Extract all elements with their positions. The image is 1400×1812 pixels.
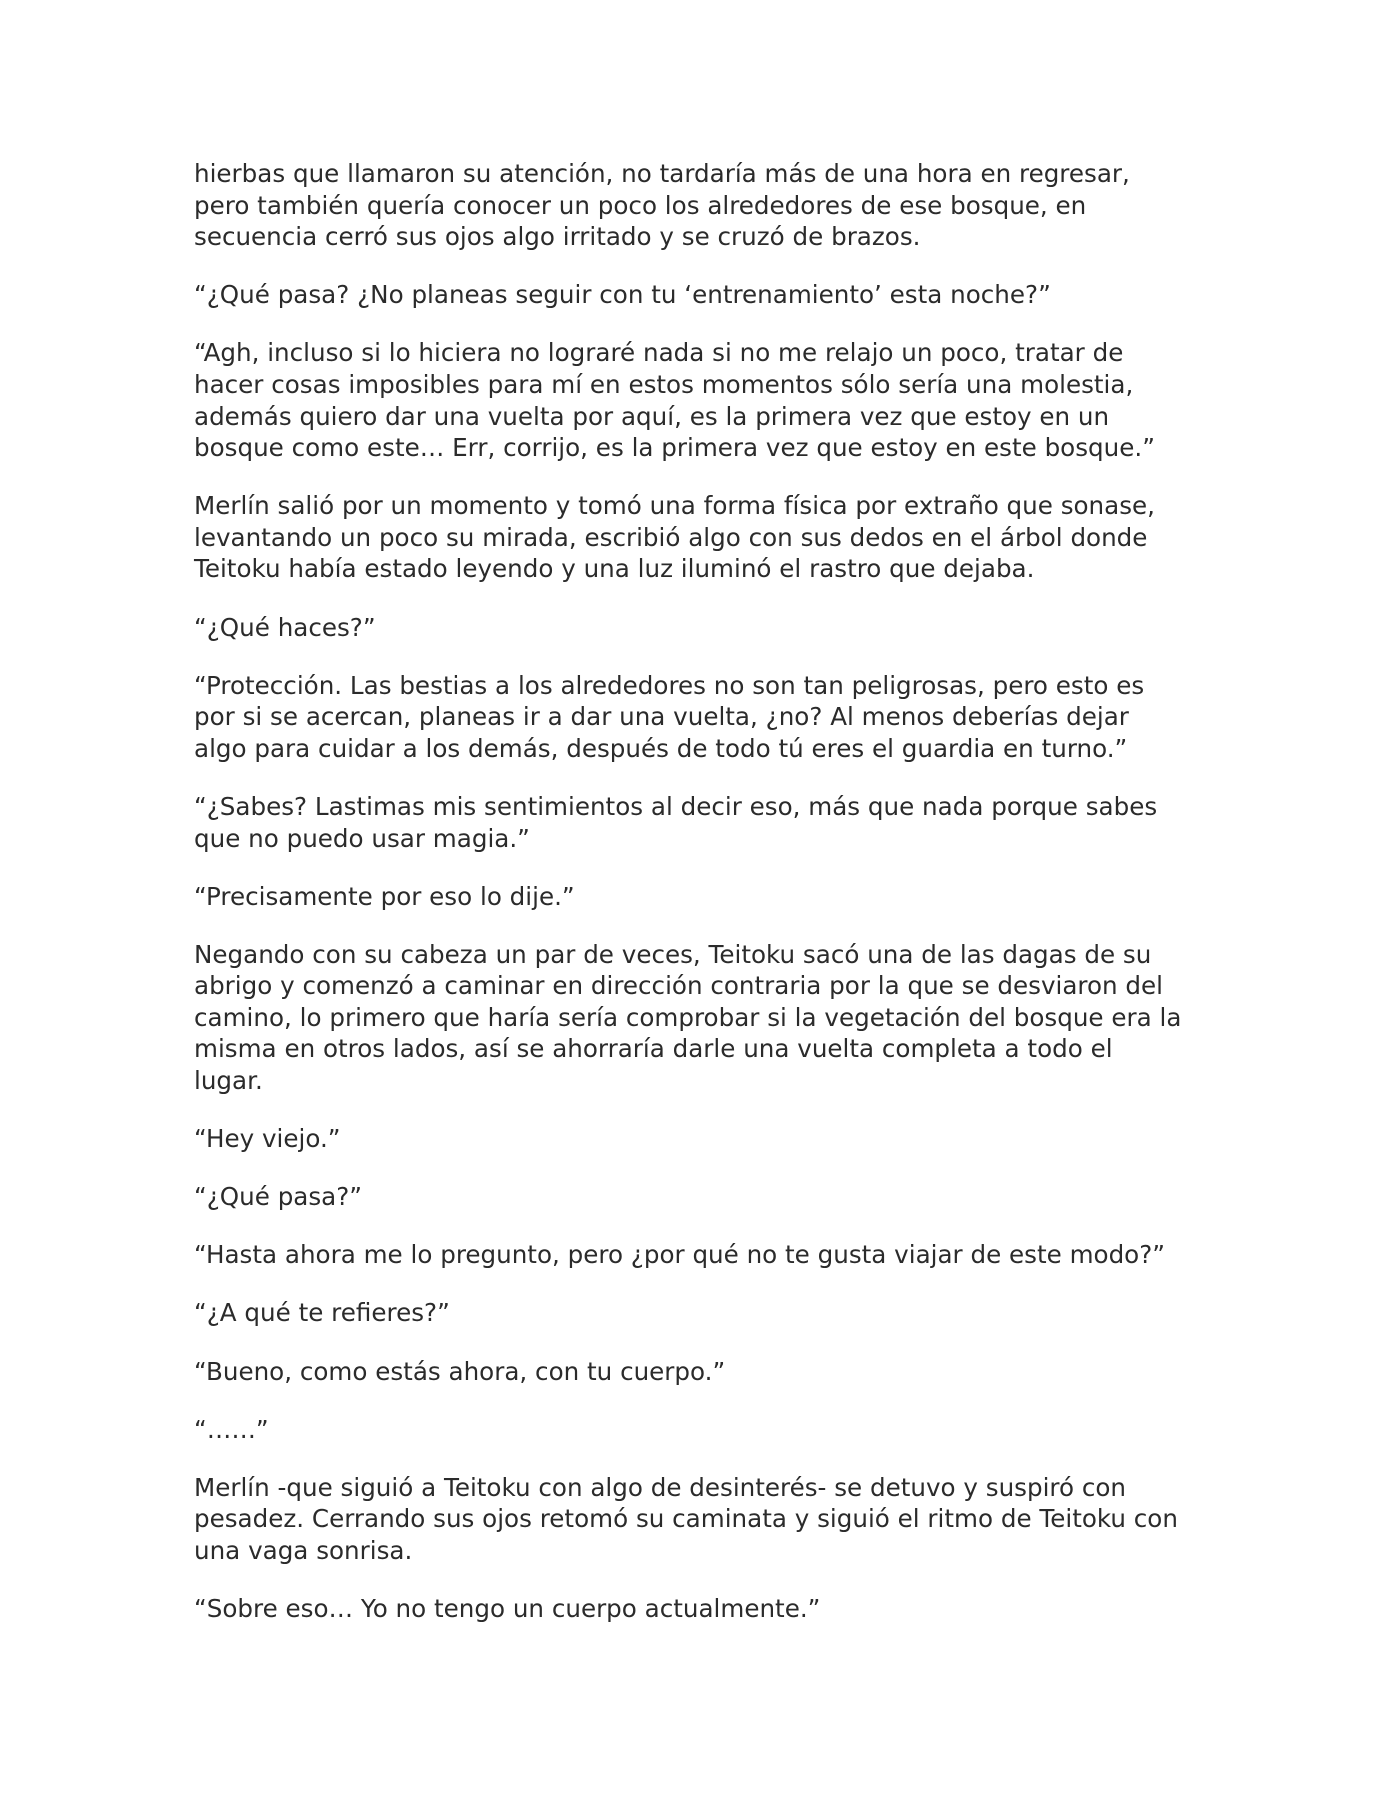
paragraph-3	[194, 337, 1224, 463]
text-line: hacer cosas imposibles para mí en estos momentos sólo sería una molestia,	[194, 369, 1134, 399]
text-line: pero también quería conocer un poco los alrededores de ese bosque, en	[194, 190, 1087, 220]
text-line: una vaga sonrisa.	[194, 1535, 413, 1565]
document-page	[194, 158, 1224, 1651]
text-line: bosque como este… Err, corrijo, es la primera vez que estoy en este bosque.”	[194, 433, 1155, 463]
text-line: lugar.	[194, 1066, 263, 1096]
paragraph-1	[194, 158, 1224, 253]
text-line: “¿Qué pasa?”	[194, 1182, 363, 1212]
text-line: “¿Qué haces?”	[194, 612, 376, 642]
text-line: Merlín salió por un momento y tomó una forma física por extraño que sonase,	[194, 491, 1155, 521]
text-line: “¿A qué te refieres?”	[194, 1298, 450, 1328]
paragraph-13	[194, 1297, 1224, 1329]
paragraph-15	[194, 1414, 1224, 1446]
paragraph-8	[194, 881, 1224, 913]
text-line: secuencia cerró sus ojos algo irritado y se cruzó de brazos.	[194, 222, 921, 252]
text-line: “Hasta ahora me lo pregunto, pero ¿por qué no te gusta viajar de este modo?”	[194, 1240, 1166, 1270]
paragraph-11	[194, 1181, 1224, 1213]
text-line: “……”	[194, 1414, 269, 1444]
paragraph-7	[194, 791, 1224, 854]
text-line: “Agh, incluso si lo hiciera no lograré nada si no me relajo un poco, tratar de	[194, 338, 1124, 368]
text-line: “¿Sabes? Lastimas mis sentimientos al decir eso, más que nada porque sabes	[194, 791, 1158, 821]
text-line: Negando con su cabeza un par de veces, Teitoku sacó una de las dagas de su	[194, 939, 1152, 969]
text-line: que no puedo usar magia.”	[194, 823, 530, 853]
paragraph-6	[194, 670, 1224, 765]
text-line: “Protección. Las bestias a los alrededores no son tan peligrosas, pero esto es	[194, 670, 1145, 700]
text-line: además quiero dar una vuelta por aquí, es la primera vez que estoy en un	[194, 401, 1110, 431]
text-line: Merlín -que siguió a Teitoku con algo de desinterés- se detuvo y suspiró con	[194, 1472, 1127, 1502]
text-line: levantando un poco su mirada, escribió algo con sus dedos en el árbol donde	[194, 522, 1148, 552]
paragraph-12	[194, 1239, 1224, 1271]
text-line: algo para cuidar a los demás, después de todo tú eres el guardia en turno.”	[194, 733, 1128, 763]
paragraph-10	[194, 1123, 1224, 1155]
paragraph-9	[194, 939, 1224, 1097]
text-line: “Bueno, como estás ahora, con tu cuerpo.”	[194, 1356, 726, 1386]
text-line: “Sobre eso… Yo no tengo un cuerpo actualmente.”	[194, 1594, 821, 1623]
text-line: “Hey viejo.”	[194, 1124, 341, 1154]
text-line: misma en otros lados, así se ahorraría darle una vuelta completa a todo el	[194, 1034, 1113, 1064]
text-line: camino, lo primero que haría sería comprobar si la vegetación del bosque era la	[194, 1002, 1182, 1032]
text-line: “¿Qué pasa? ¿No planeas seguir con tu ‘entrenamiento’ esta noche?”	[194, 280, 1051, 310]
text-line: pesadez. Cerrando sus ojos retomó su caminata y siguió el ritmo de Teitoku con	[194, 1504, 1178, 1534]
paragraph-17	[194, 1593, 1224, 1625]
text-line: hierbas que llamaron su atención, no tardaría más de una hora en regresar,	[194, 159, 1130, 188]
paragraph-5	[194, 612, 1224, 644]
paragraph-4	[194, 490, 1224, 585]
text-line: abrigo y comenzó a caminar en dirección contraria por la que se desviaron del	[194, 971, 1164, 1001]
text-line: “Precisamente por eso lo dije.”	[194, 881, 575, 911]
paragraph-16	[194, 1472, 1224, 1567]
paragraph-2	[194, 279, 1224, 311]
text-line: por si se acercan, planeas ir a dar una vuelta, ¿no? Al menos deberías dejar	[194, 702, 1129, 732]
paragraph-14	[194, 1356, 1224, 1388]
text-line: Teitoku había estado leyendo y una luz iluminó el rastro que dejaba.	[194, 554, 1035, 584]
